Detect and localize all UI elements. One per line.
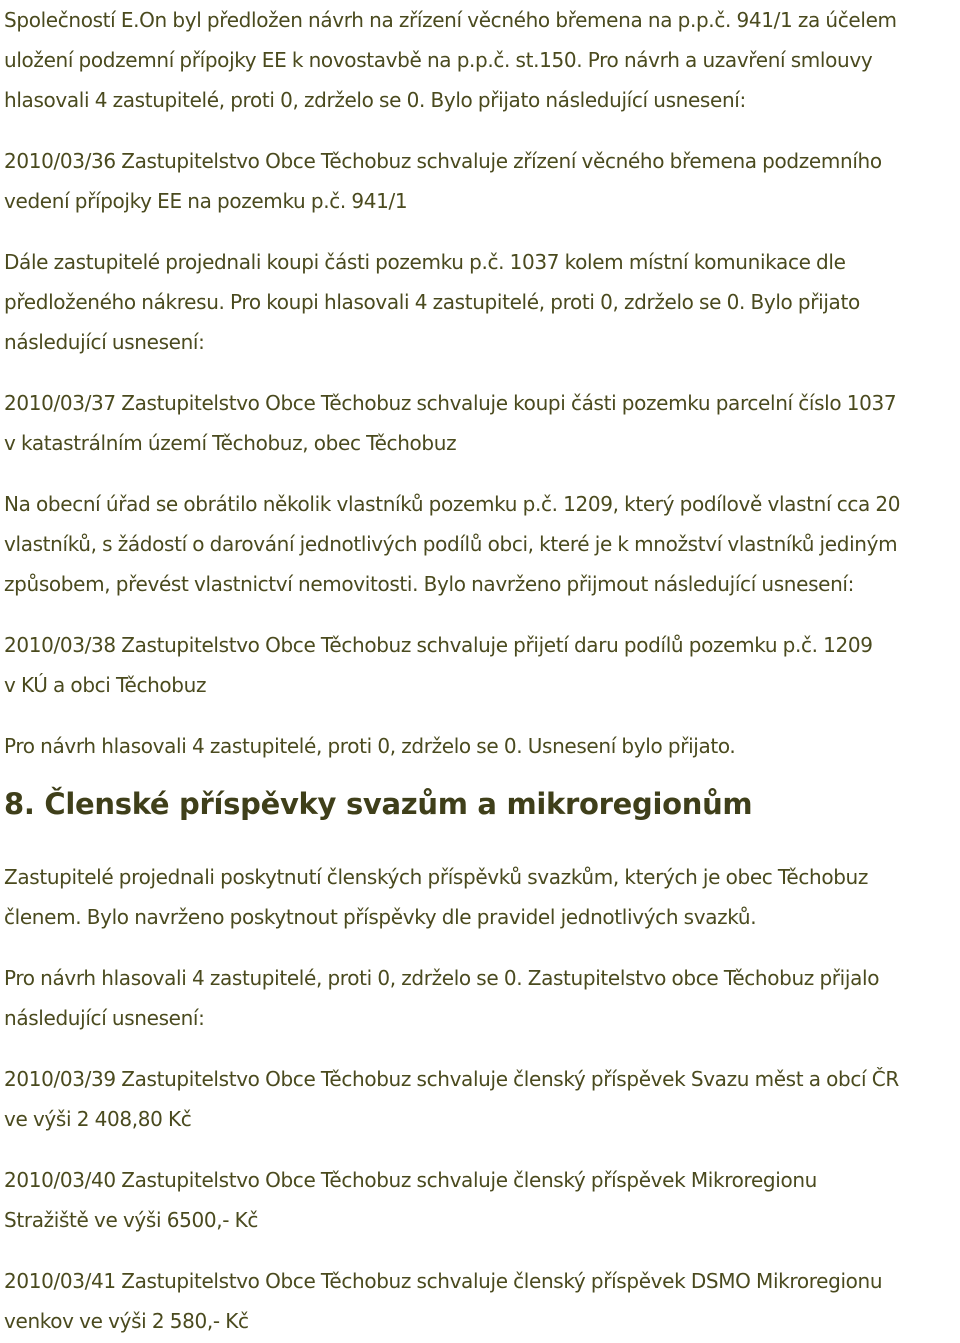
section-heading: 8. Členské příspěvky svazům a mikroregionům	[4, 787, 753, 821]
text-line: Společností E.On byl předložen návrh na zřízení věcného břemena na p.p.č. 941/1 za účelem	[4, 8, 897, 32]
text-line: hlasovali 4 zastupitelé, proti 0, zdrželo se 0. Bylo přijato následující usnesení:	[4, 88, 746, 112]
resolution-2010-03-36	[4, 141, 956, 221]
text-line: Stražiště ve výši 6500,- Kč	[4, 1208, 258, 1232]
resolution-2010-03-38	[4, 625, 956, 705]
text-line: Dále zastupitelé projednali koupi části pozemku p.č. 1037 kolem místní komunikace dle	[4, 250, 846, 274]
document-page	[4, 0, 956, 1341]
text-line: 2010/03/40 Zastupitelstvo Obce Těchobuz schvaluje členský příspěvek Mikroregionu	[4, 1168, 817, 1192]
text-line: vlastníků, s žádostí o darování jednotlivých podílů obci, které je k množství vlastníků jediným	[4, 532, 898, 556]
text-line: členem. Bylo navrženo poskytnout příspěvky dle pravidel jednotlivých svazků.	[4, 905, 757, 929]
paragraph-land-purchase	[4, 242, 956, 362]
resolution-2010-03-37	[4, 383, 956, 463]
text-line: následující usnesení:	[4, 1006, 205, 1030]
text-line: v KÚ a obci Těchobuz	[4, 673, 207, 697]
text-line: Zastupitelé projednali poskytnutí členských příspěvků svazkům, kterých je obec Těchobuz	[4, 865, 869, 889]
text-line: způsobem, převést vlastnictví nemovitosti. Bylo navrženo přijmout následující usnesení:	[4, 572, 855, 596]
text-line: uložení podzemní přípojky EE k novostavbě na p.p.č. st.150. Pro návrh a uzavření smlouvy	[4, 48, 873, 72]
paragraph-vote-result	[4, 726, 956, 766]
text-line: venkov ve výši 2 580,- Kč	[4, 1309, 249, 1333]
resolution-2010-03-41	[4, 1261, 956, 1341]
text-line: ve výši 2 408,80 Kč	[4, 1107, 192, 1131]
text-line: 2010/03/37 Zastupitelstvo Obce Těchobuz schvaluje koupi části pozemku parcelní číslo 1037	[4, 391, 897, 415]
text-line: Pro návrh hlasovali 4 zastupitelé, proti 0, zdrželo se 0. Zastupitelstvo obce Těchobuz přijalo	[4, 966, 880, 990]
paragraph-donation-request	[4, 484, 956, 604]
text-line: vedení přípojky EE na pozemku p.č. 941/1	[4, 189, 408, 213]
text-line: 2010/03/36 Zastupitelstvo Obce Těchobuz schvaluje zřízení věcného břemena podzemního	[4, 149, 882, 173]
text-line: následující usnesení:	[4, 330, 205, 354]
resolution-2010-03-40	[4, 1160, 956, 1240]
paragraph-membership-vote	[4, 958, 956, 1038]
text-line: Na obecní úřad se obrátilo několik vlastníků pozemku p.č. 1209, který podílově vlastní cca 20	[4, 492, 901, 516]
text-line: Pro návrh hlasovali 4 zastupitelé, proti 0, zdrželo se 0. Usnesení bylo přijato.	[4, 734, 736, 758]
paragraph-membership-fees	[4, 857, 956, 937]
text-line: 2010/03/39 Zastupitelstvo Obce Těchobuz schvaluje členský příspěvek Svazu měst a obcí ČR	[4, 1067, 899, 1091]
text-line: 2010/03/38 Zastupitelstvo Obce Těchobuz schvaluje přijetí daru podílů pozemku p.č. 1209	[4, 633, 873, 657]
text-line: předloženého nákresu. Pro koupi hlasovali 4 zastupitelé, proti 0, zdrželo se 0. Bylo přijato	[4, 290, 860, 314]
resolution-2010-03-39	[4, 1059, 956, 1139]
text-line: v katastrálním území Těchobuz, obec Těchobuz	[4, 431, 457, 455]
text-line: 2010/03/41 Zastupitelstvo Obce Těchobuz schvaluje členský příspěvek DSMO Mikroregionu	[4, 1269, 883, 1293]
paragraph-easement-proposal	[4, 0, 956, 120]
